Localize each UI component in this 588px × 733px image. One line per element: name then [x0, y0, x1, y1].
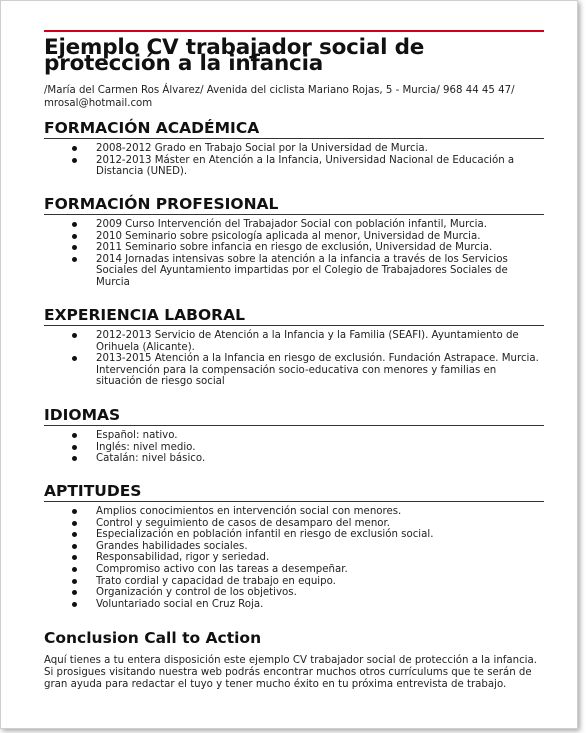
section-aptitudes — [44, 482, 544, 610]
list-item: 2012-2013 Máster en Atención a la Infancia, Universidad Nacional de Educación a Distancia (UNED). — [86, 155, 544, 178]
section-heading: IDIOMAS — [44, 406, 544, 426]
item-list — [44, 330, 544, 388]
contact-line: /María del Carmen Ros Álvarez/ Avenida del ciclista Mariano Rojas, 5 - Murcia/ 968 44 45 47/ mrosal@hotmail.com — [44, 85, 515, 109]
list-item: Organización y control de los objetivos. — [86, 587, 544, 599]
cta-paragraph: Aquí tienes a tu entera disposición este ejemplo CV trabajador social de protección a la infancia. Si prosigues visitando nuestra web podrás encontrar muchos otros currículums que te serán de gran ayuda para redactar el tuyo y tener mucho éxito en tu próxima entrevista de trabajo. — [44, 655, 537, 690]
list-item: Especialización en población infantil en riesgo de exclusión social. — [86, 529, 544, 541]
section-idiomas — [44, 406, 544, 465]
section-heading: EXPERIENCIA LABORAL — [44, 306, 544, 326]
item-list — [44, 430, 544, 465]
item-list — [44, 506, 544, 610]
list-item: Compromiso activo con las tareas a desempeñar. — [86, 564, 544, 576]
list-item: Inglés: nivel medio. — [86, 442, 544, 454]
list-item: Español: nativo. — [86, 430, 544, 442]
list-item: 2010 Seminario sobre psicología aplicada al menor, Universidad de Murcia. — [86, 231, 544, 243]
list-item: Control y seguimiento de casos de desamparo del menor. — [86, 518, 544, 530]
list-item: 2012-2013 Servicio de Atención a la Infancia y la Familia (SEAFI). Ayuntamiento de Orihuela (Alicante). — [86, 330, 544, 353]
header-rule — [44, 30, 544, 32]
item-list — [44, 219, 544, 289]
list-item: 2009 Curso Intervención del Trabajador Social con población infantil, Murcia. — [86, 219, 544, 231]
list-item: 2011 Seminario sobre infancia en riesgo de exclusión, Universidad de Murcia. — [86, 242, 544, 254]
section-experiencia-laboral — [44, 306, 544, 388]
list-item: 2013-2015 Atención a la Infancia en riesgo de exclusión. Fundación Astrapace. Murcia. Intervención para la compensación socio-educativa con menores y familias en situación de riesgo social — [86, 353, 544, 388]
list-item: Trato cordial y capacidad de trabajo en equipo. — [86, 576, 544, 588]
section-cta — [44, 629, 544, 691]
cv-title: Ejemplo CV trabajador social de protección a la infancia — [44, 35, 425, 76]
list-item: 2014 Jornadas intensivas sobre la atención a la infancia a través de los Servicios Sociales del Ayuntamiento impartidas por el Colegio de Trabajadores Sociales de Murcia — [86, 254, 544, 289]
cta-heading: Conclusion Call to Action — [44, 629, 262, 647]
list-item: Amplios conocimientos en intervención social con menores. — [86, 506, 544, 518]
item-list — [44, 143, 544, 178]
section-heading: FORMACIÓN ACADÉMICA — [44, 119, 544, 139]
section-formacion-profesional — [44, 195, 544, 289]
section-formacion-academica — [44, 119, 544, 178]
list-item: Responsabilidad, rigor y seriedad. — [86, 552, 544, 564]
list-item: Catalán: nivel básico. — [86, 453, 544, 465]
section-heading: FORMACIÓN PROFESIONAL — [44, 195, 544, 215]
section-heading: APTITUDES — [44, 482, 544, 502]
list-item: Grandes habilidades sociales. — [86, 541, 544, 553]
list-item: Voluntariado social en Cruz Roja. — [86, 599, 544, 611]
list-item: 2008-2012 Grado en Trabajo Social por la Universidad de Murcia. — [86, 143, 544, 155]
